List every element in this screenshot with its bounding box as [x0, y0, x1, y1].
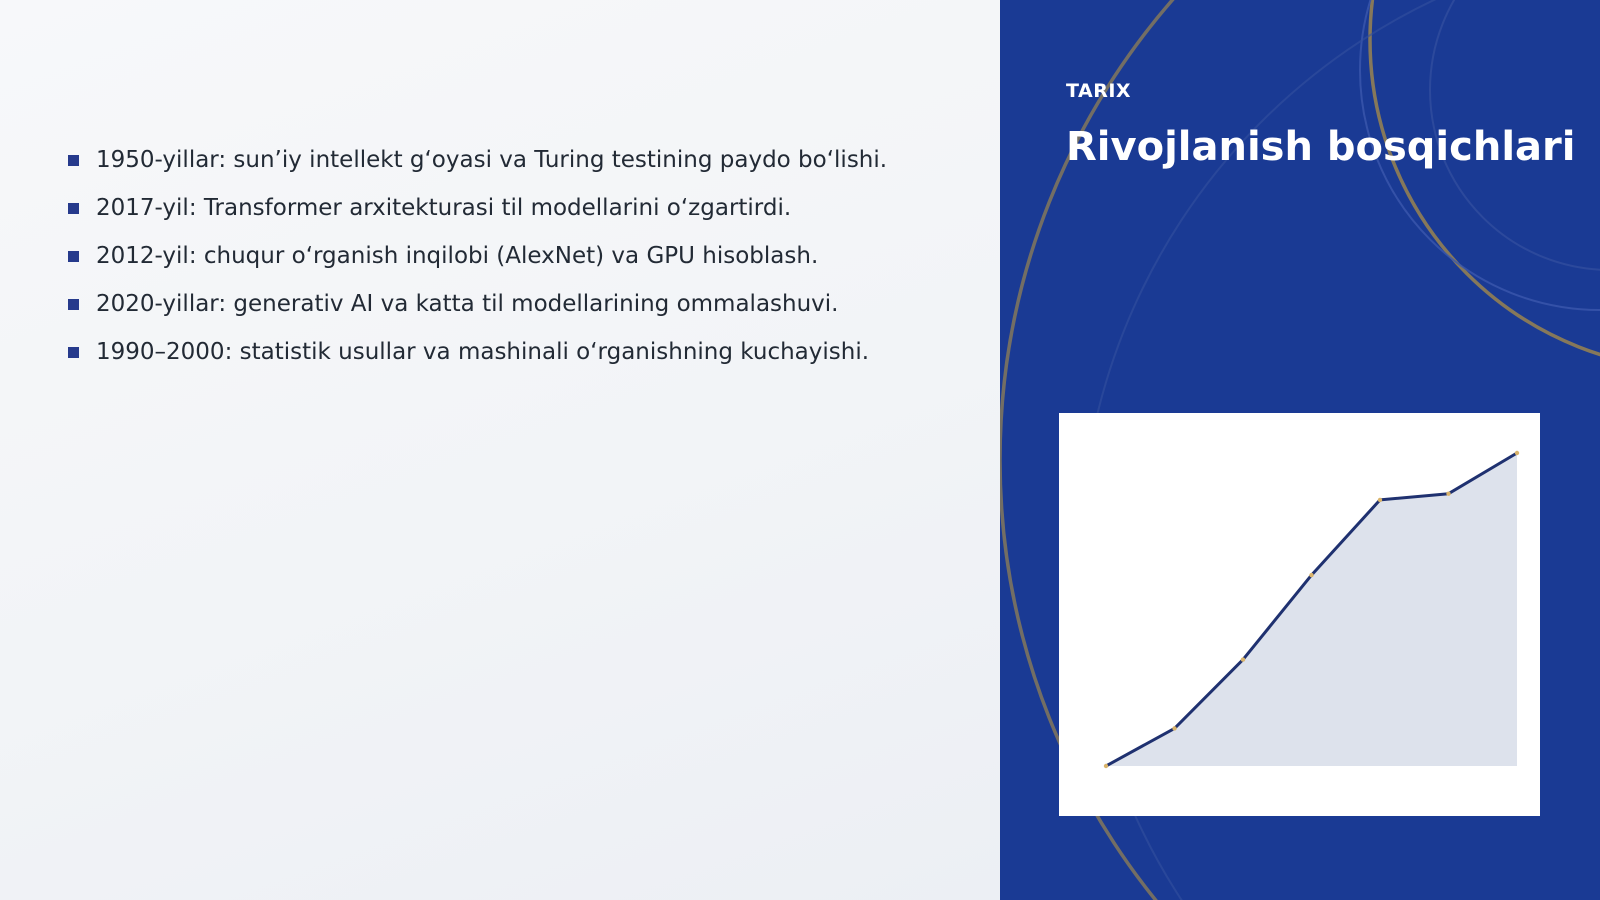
bullet-text: 2012-yil: chuqur o‘rganish inqilobi (AlexNet) va GPU hisoblash. [96, 243, 819, 269]
bullet-text: 2020-yillar: generativ AI va katta til modellarining ommalashuvi. [96, 291, 839, 317]
list-item [68, 280, 887, 328]
bullet-text: 1950-yillar: sun’iy intellekt g‘oyasi va Turing testining paydo bo‘lishi. [96, 147, 888, 173]
list-item [68, 232, 887, 280]
chart-data-point [1172, 726, 1176, 730]
chart-data-point [1104, 764, 1108, 768]
bullet-list [68, 136, 887, 376]
section-eyebrow: TARIX [1066, 80, 1132, 102]
panel-title: Rivojlanish bosqichlari [1066, 124, 1576, 170]
decorative-ring [1370, 0, 1600, 370]
bullet-text: 2017-yil: Transformer arxitekturasi til modellarini o‘zgartirdi. [96, 195, 792, 221]
square-bullet-icon [68, 203, 79, 214]
chart-data-point [1378, 498, 1382, 502]
square-bullet-icon [68, 347, 79, 358]
square-bullet-icon [68, 299, 79, 310]
square-bullet-icon [68, 251, 79, 262]
list-item [68, 136, 887, 184]
chart-data-point [1446, 491, 1450, 495]
chart-data-point [1515, 451, 1519, 455]
chart-card [1059, 413, 1540, 816]
bullet-text: 1990–2000: statistik usullar va mashinali o‘rganishning kuchayishi. [96, 339, 870, 365]
chart-data-point [1309, 573, 1313, 577]
square-bullet-icon [68, 155, 79, 166]
list-item [68, 328, 887, 376]
chart-data-point [1241, 657, 1245, 661]
list-item [68, 184, 887, 232]
side-panel [1000, 0, 1600, 900]
chart-area-fill [1106, 453, 1517, 766]
area-chart [1059, 413, 1540, 816]
